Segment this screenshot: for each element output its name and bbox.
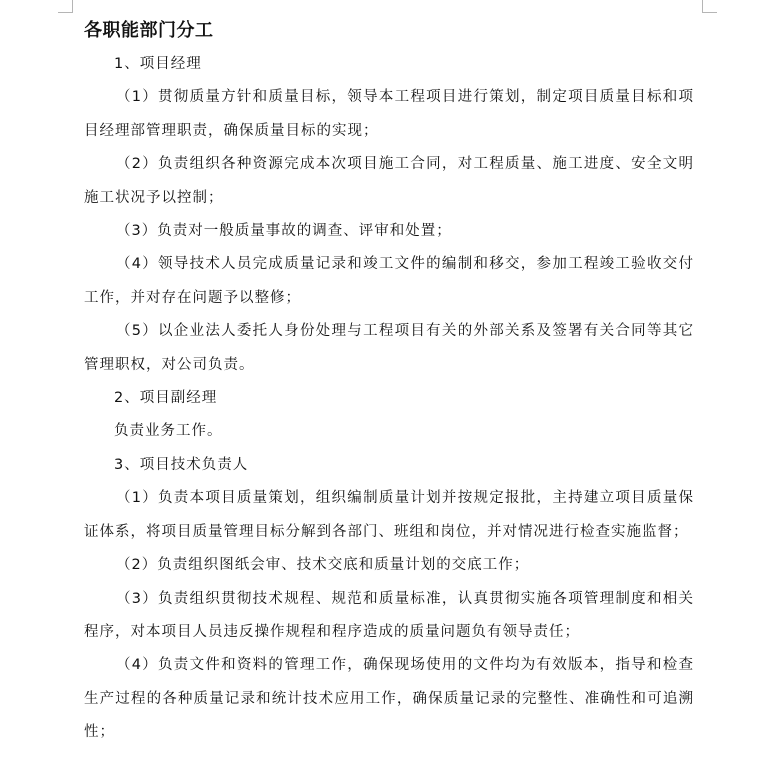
document-title: 各职能部门分工 (84, 20, 214, 41)
list-item: （1）负责本项目质量策划，组织编制质量计划并按规定报批，主持建立项目质量保证体系，将项目质量管理目标分解到各部门、班组和岗位，并对情况进行检查实施监督； (84, 490, 694, 540)
list-item: （5）以企业法人委托人身份处理与工程项目有关的外部关系及签署有关合同等其它管理职权，对公司负责。 (84, 323, 694, 373)
list-item: （4）领导技术人员完成质量记录和竣工文件的编制和移交，参加工程竣工验收交付工作，并对存在问题予以整修； (84, 256, 694, 306)
right-margin-corner-mark (702, 0, 717, 13)
section-heading-deputy-manager: 2、项目副经理 (114, 390, 218, 407)
list-item: （1）贯彻质量方针和质量目标，领导本工程项目进行策划，制定项目质量目标和项目经理部管理职责，确保质量目标的实现； (84, 89, 694, 139)
list-item: （2）负责组织各种资源完成本次项目施工合同，对工程质量、施工进度、安全文明施工状况予以控制； (84, 156, 694, 206)
list-item: （2）负责组织图纸会审、技术交底和质量计划的交底工作； (116, 557, 530, 574)
body-text: 负责业务工作。 (114, 423, 223, 440)
left-margin-corner-mark (58, 0, 73, 13)
list-item: （3）负责对一般质量事故的调查、评审和处置； (116, 223, 452, 240)
list-item: （3）负责组织贯彻技术规程、规范和质量标准，认真贯彻实施各项管理制度和相关程序，对本项目人员违反操作规程和程序造成的质量问题负有领导责任； (84, 590, 694, 640)
section-heading-project-manager: 1、项目经理 (114, 56, 202, 72)
section-heading-technical-lead: 3、项目技术负责人 (114, 456, 249, 473)
list-item: （4）负责文件和资料的管理工作，确保现场使用的文件均为有效版本，指导和检查生产过程的各种质量记录和统计技术应用工作，确保质量记录的完整性、准确性和可追溯性； (84, 657, 694, 741)
document-page (84, 14, 694, 750)
